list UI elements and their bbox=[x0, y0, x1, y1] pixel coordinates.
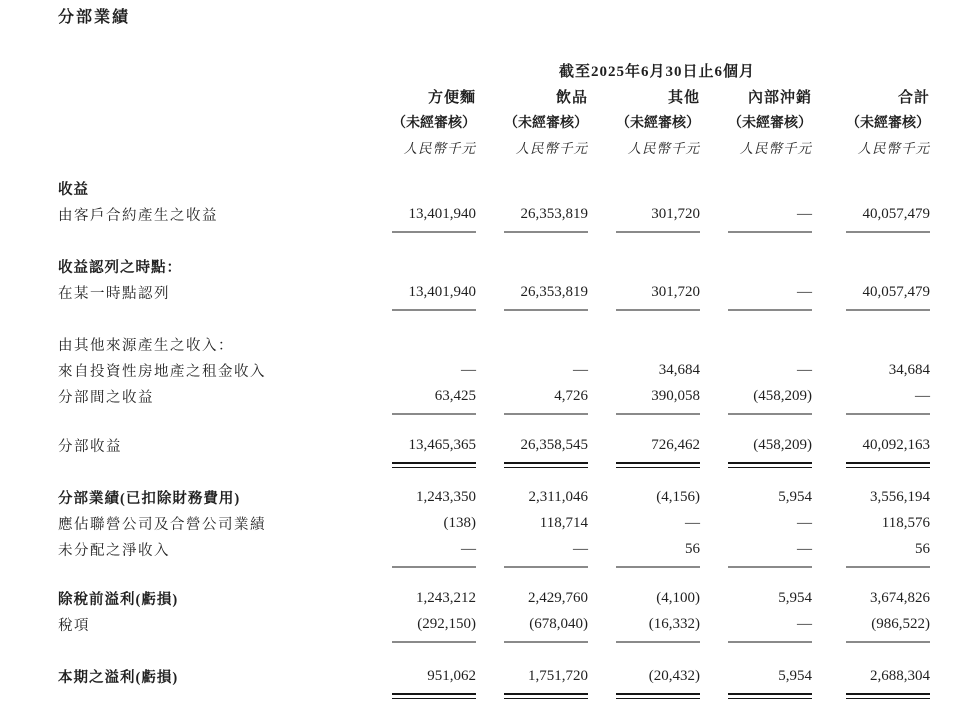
row-label: 收益認列之時點： bbox=[58, 259, 182, 276]
subtotal-rule bbox=[728, 641, 812, 643]
total-double-rule bbox=[504, 462, 588, 468]
unaudited-label: （未經審核） bbox=[392, 116, 476, 131]
cell-value: (986,522) bbox=[871, 615, 930, 632]
cell-value: 5,954 bbox=[778, 488, 812, 505]
cell-value: 951,062 bbox=[427, 667, 476, 684]
column-names-row bbox=[58, 83, 930, 109]
cell-value: 301,720 bbox=[651, 205, 700, 222]
unaudited-label: （未經審核） bbox=[846, 116, 930, 131]
column-header-elimination: 內部沖銷 bbox=[747, 89, 812, 106]
subtotal-rule bbox=[728, 413, 812, 415]
cell-value: 34,684 bbox=[888, 361, 930, 378]
row-label: 分部間之收益 bbox=[58, 389, 154, 406]
data-row bbox=[58, 357, 930, 383]
subtotal-rule bbox=[504, 641, 588, 643]
section-label-row bbox=[58, 253, 930, 279]
subtotal-rule bbox=[846, 309, 930, 311]
data-row bbox=[58, 510, 930, 536]
cell-value: 118,714 bbox=[539, 514, 588, 531]
empty-cell bbox=[58, 57, 384, 83]
row-label: 分部業績(已扣除財務費用) bbox=[58, 490, 241, 507]
cell-value bbox=[588, 331, 700, 357]
subtotal-rule bbox=[616, 413, 700, 415]
spacer-row bbox=[58, 159, 930, 175]
cell-value bbox=[384, 175, 476, 201]
data-row bbox=[58, 585, 930, 611]
double-rule-row bbox=[58, 458, 930, 475]
total-double-rule bbox=[728, 693, 812, 699]
cell-value: — bbox=[685, 514, 700, 531]
subtotal-rule bbox=[846, 413, 930, 415]
subtotal-rule bbox=[846, 566, 930, 568]
row-label: 由客戶合約產生之收益 bbox=[58, 207, 218, 224]
cell-value: — bbox=[797, 361, 812, 378]
cell-value: 34,684 bbox=[658, 361, 700, 378]
total-double-rule bbox=[846, 462, 930, 468]
cell-value: (20,432) bbox=[648, 667, 700, 684]
section-label-row bbox=[58, 175, 930, 201]
cell-value bbox=[812, 253, 930, 279]
currency-unit-row bbox=[58, 135, 930, 159]
column-header-beverages: 飲品 bbox=[555, 89, 588, 106]
empty-cell bbox=[58, 109, 384, 135]
cell-value bbox=[700, 175, 812, 201]
cell-value: 56 bbox=[685, 540, 700, 557]
cell-value: (458,209) bbox=[753, 436, 812, 453]
spacer-row bbox=[58, 654, 930, 663]
cell-value bbox=[384, 331, 476, 357]
unaudited-label: （未經審核） bbox=[616, 116, 700, 131]
cell-value bbox=[812, 331, 930, 357]
data-row bbox=[58, 536, 930, 562]
row-label: 稅項 bbox=[58, 617, 90, 634]
cell-value: — bbox=[797, 514, 812, 531]
cell-value: — bbox=[573, 361, 588, 378]
data-row bbox=[58, 663, 930, 689]
subtotal-rule bbox=[846, 641, 930, 643]
cell-value: 56 bbox=[915, 540, 930, 557]
single-rule-row bbox=[58, 637, 930, 654]
cell-value: — bbox=[797, 205, 812, 222]
cell-value: — bbox=[797, 540, 812, 557]
row-label: 來自投資性房地產之租金收入 bbox=[58, 363, 266, 380]
subtotal-rule bbox=[504, 413, 588, 415]
cell-value: 13,401,940 bbox=[408, 205, 476, 222]
data-row bbox=[58, 279, 930, 305]
column-header-others: 其他 bbox=[667, 89, 700, 106]
cell-value: 301,720 bbox=[651, 283, 700, 300]
currency-unit-label: 人民幣千元 bbox=[627, 141, 700, 156]
cell-value bbox=[476, 253, 588, 279]
subtotal-rule bbox=[392, 309, 476, 311]
total-double-rule bbox=[392, 693, 476, 699]
cell-value: 40,092,163 bbox=[862, 436, 930, 453]
segment-results-table bbox=[58, 57, 930, 706]
row-label: 除稅前溢利(虧損) bbox=[58, 591, 179, 608]
empty-cell bbox=[58, 83, 384, 109]
cell-value: 13,465,365 bbox=[408, 436, 476, 453]
row-label: 應佔聯營公司及合營公司業績 bbox=[58, 516, 266, 533]
period-header: 截至2025年6月30日止6個月 bbox=[558, 63, 755, 80]
unaudited-label: （未經審核） bbox=[504, 116, 588, 131]
cell-value: 5,954 bbox=[778, 667, 812, 684]
column-header-instant-noodles: 方便麵 bbox=[427, 89, 476, 106]
row-label: 在某一時點認列 bbox=[58, 285, 170, 302]
double-rule-row bbox=[58, 689, 930, 706]
cell-value: 2,429,760 bbox=[528, 589, 588, 606]
cell-value: 4,726 bbox=[554, 387, 588, 404]
cell-value: 390,058 bbox=[651, 387, 700, 404]
cell-value bbox=[700, 331, 812, 357]
row-label: 未分配之淨收入 bbox=[58, 542, 170, 559]
page-title: 分部業績 bbox=[58, 9, 131, 26]
subtotal-rule bbox=[392, 231, 476, 233]
total-double-rule bbox=[616, 462, 700, 468]
cell-value bbox=[476, 331, 588, 357]
cell-value bbox=[812, 175, 930, 201]
cell-value: 3,556,194 bbox=[870, 488, 930, 505]
subtotal-rule bbox=[846, 231, 930, 233]
subtotal-rule bbox=[728, 231, 812, 233]
cell-value: 118,576 bbox=[881, 514, 930, 531]
cell-value: — bbox=[461, 540, 476, 557]
data-row bbox=[58, 432, 930, 458]
row-label: 收益 bbox=[58, 181, 89, 198]
cell-value: (678,040) bbox=[529, 615, 588, 632]
cell-value: 63,425 bbox=[434, 387, 476, 404]
cell-value: 40,057,479 bbox=[862, 205, 930, 222]
cell-value: (138) bbox=[443, 514, 476, 531]
table-body bbox=[58, 175, 930, 706]
subtotal-rule bbox=[728, 566, 812, 568]
cell-value: 726,462 bbox=[651, 436, 700, 453]
total-double-rule bbox=[616, 693, 700, 699]
single-rule-row bbox=[58, 562, 930, 579]
section-label-row bbox=[58, 331, 930, 357]
cell-value bbox=[588, 175, 700, 201]
empty-cell bbox=[58, 135, 384, 159]
cell-value bbox=[700, 253, 812, 279]
data-row bbox=[58, 484, 930, 510]
data-row bbox=[58, 611, 930, 637]
cell-value: 40,057,479 bbox=[862, 283, 930, 300]
cell-value: 3,674,826 bbox=[870, 589, 930, 606]
single-rule-row bbox=[58, 305, 930, 322]
total-double-rule bbox=[728, 462, 812, 468]
cell-value bbox=[476, 175, 588, 201]
cell-value: 26,353,819 bbox=[520, 205, 588, 222]
cell-value: (4,156) bbox=[656, 488, 700, 505]
total-double-rule bbox=[846, 693, 930, 699]
cell-value: — bbox=[797, 283, 812, 300]
cell-value: — bbox=[915, 387, 930, 404]
subtotal-rule bbox=[392, 566, 476, 568]
subtotal-rule bbox=[616, 566, 700, 568]
cell-value bbox=[384, 253, 476, 279]
unaudited-label: （未經審核） bbox=[728, 116, 812, 131]
cell-value: 5,954 bbox=[778, 589, 812, 606]
cell-value: 1,751,720 bbox=[528, 667, 588, 684]
currency-unit-label: 人民幣千元 bbox=[403, 141, 476, 156]
cell-value: (458,209) bbox=[753, 387, 812, 404]
row-label: 由其他來源產生之收入： bbox=[58, 337, 234, 354]
subtotal-rule bbox=[616, 641, 700, 643]
row-label: 本期之溢利(虧損) bbox=[58, 669, 179, 686]
cell-value: (16,332) bbox=[648, 615, 700, 632]
cell-value: 1,243,350 bbox=[416, 488, 476, 505]
subtotal-rule bbox=[504, 566, 588, 568]
unaudited-row bbox=[58, 109, 930, 135]
currency-unit-label: 人民幣千元 bbox=[739, 141, 812, 156]
cell-value: 13,401,940 bbox=[408, 283, 476, 300]
spacer-row bbox=[58, 244, 930, 253]
single-rule-row bbox=[58, 227, 930, 244]
cell-value: 26,353,819 bbox=[520, 283, 588, 300]
subtotal-rule bbox=[616, 231, 700, 233]
single-rule-row bbox=[58, 409, 930, 426]
cell-value: (4,100) bbox=[656, 589, 700, 606]
cell-value: 2,688,304 bbox=[870, 667, 930, 684]
subtotal-rule bbox=[392, 413, 476, 415]
total-double-rule bbox=[392, 462, 476, 468]
cell-value: — bbox=[461, 361, 476, 378]
cell-value: (292,150) bbox=[417, 615, 476, 632]
total-double-rule bbox=[504, 693, 588, 699]
subtotal-rule bbox=[392, 641, 476, 643]
period-header-row bbox=[58, 57, 930, 83]
column-header-total: 合計 bbox=[897, 89, 930, 106]
currency-unit-label: 人民幣千元 bbox=[857, 141, 930, 156]
cell-value bbox=[588, 253, 700, 279]
spacer-row bbox=[58, 322, 930, 331]
subtotal-rule bbox=[504, 309, 588, 311]
subtotal-rule bbox=[616, 309, 700, 311]
subtotal-rule bbox=[504, 231, 588, 233]
data-row bbox=[58, 201, 930, 227]
cell-value: 2,311,046 bbox=[528, 488, 588, 505]
cell-value: — bbox=[573, 540, 588, 557]
cell-value: 26,358,545 bbox=[520, 436, 588, 453]
data-row bbox=[58, 383, 930, 409]
subtotal-rule bbox=[728, 309, 812, 311]
spacer-row bbox=[58, 475, 930, 484]
cell-value: — bbox=[797, 615, 812, 632]
row-label: 分部收益 bbox=[58, 438, 122, 455]
currency-unit-label: 人民幣千元 bbox=[515, 141, 588, 156]
cell-value: 1,243,212 bbox=[416, 589, 476, 606]
